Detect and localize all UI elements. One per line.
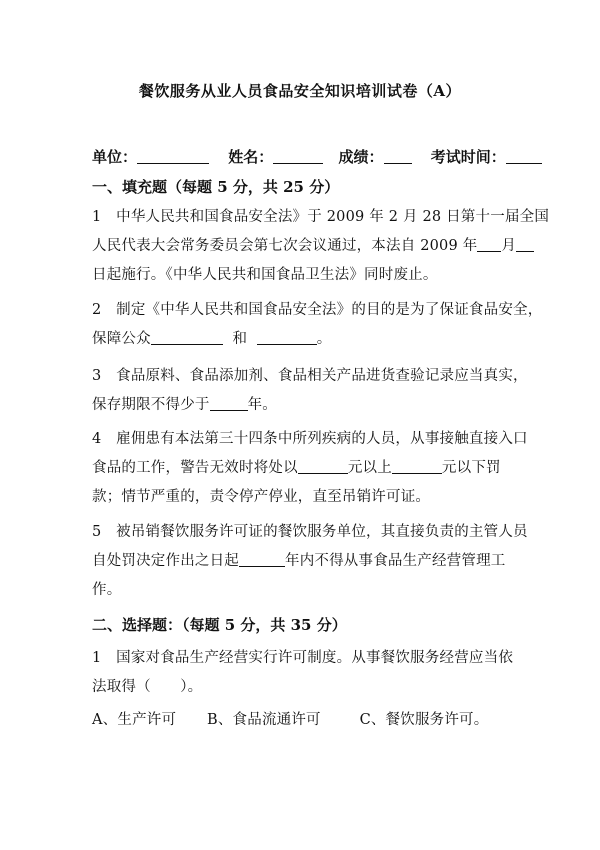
q4-line-1: 4 雇佣患有本法第三十四条中所列疾病的人员，从事接触直接入口 [92, 431, 528, 447]
q3-years-blank[interactable] [210, 396, 248, 411]
q2-and: 和 [232, 331, 248, 347]
q4-yuan-above: 元以上 [347, 460, 392, 476]
q2-end: 。 [316, 331, 332, 347]
q3-year-label: 年。 [247, 397, 278, 413]
c1-line-1: 1 国家对食品生产经营实行许可制度。从事餐饮服务经营应当依 [92, 650, 514, 666]
question-1-1 [92, 203, 550, 290]
q5-line-1: 5 被吊销餐饮服务许可证的餐饮服务单位，其直接负责的主管人员 [92, 524, 528, 540]
exam-info-line [92, 146, 532, 167]
c1-line-2: 法取得（ ）。 [92, 679, 203, 695]
q1-line-3: 日起施行。《中华人民共和国食品卫生法》同时废止。 [92, 267, 438, 283]
q2-blank-1[interactable] [151, 330, 223, 345]
q1-month-label: 月 [501, 238, 517, 254]
name-blank[interactable] [273, 149, 323, 164]
q1-month-blank[interactable] [477, 237, 501, 252]
q5-line-3: 作。 [92, 582, 122, 598]
unit-label: 单位： [92, 148, 138, 166]
time-label: 考试时间： [430, 148, 506, 166]
question-1-2 [92, 296, 543, 354]
q3-line-1: 3 食品原料、食品添加剂、食品相关产品进货查验记录应当真实， [92, 368, 528, 384]
name-label: 姓名： [228, 148, 274, 166]
q3-line-2-text: 保存期限不得少于 [92, 397, 210, 413]
question-1-5 [92, 518, 528, 605]
q5-line-2-rest: 年内不得从事食品生产经营管理工 [285, 553, 506, 569]
score-label: 成绩： [338, 148, 384, 166]
q4-line-3: 款；情节严重的，责令停产停业，直至吊销许可证。 [92, 489, 431, 505]
question-1-3 [92, 362, 528, 420]
time-blank[interactable] [506, 149, 542, 164]
q2-line-2-text: 保障公众 [92, 331, 151, 347]
q1-line-2-text: 人民代表大会常务委员会第七次会议通过，本法自 2009 年 [92, 238, 478, 254]
q4-line-2-text: 食品的工作，警告无效时将处以 [92, 460, 298, 476]
q5-line-2-text: 自处罚决定作出之日起 [92, 553, 239, 569]
q1-day-blank[interactable] [516, 237, 534, 252]
option-b[interactable]: B、食品流通许可 [206, 712, 321, 728]
page-title: 餐饮服务从业人员食品安全知识培训试卷（A） [138, 82, 462, 100]
section-fill-heading: 一、填充题（每题 5 分，共 25 分） [92, 178, 340, 196]
question-2-1 [92, 644, 522, 702]
option-c[interactable]: C、餐饮服务许可。 [359, 712, 489, 728]
option-a[interactable]: A、生产许可 [92, 712, 177, 728]
unit-blank[interactable] [137, 149, 209, 164]
c1-options [92, 706, 522, 735]
q2-blank-2[interactable] [257, 330, 317, 345]
score-blank[interactable] [384, 149, 412, 164]
q4-max-blank[interactable] [392, 459, 442, 474]
q2-line-1: 2 制定《中华人民共和国食品安全法》的目的是为了保证食品安全， [92, 302, 543, 318]
q1-line-1: 1 中华人民共和国食品安全法》于 2009 年 2 月 28 日第十一届全国 [92, 209, 550, 225]
section-choice-heading: 二、选择题：（每题 5 分，共 35 分） [92, 616, 347, 634]
q4-min-blank[interactable] [298, 459, 348, 474]
q4-yuan-below: 元以下罚 [441, 460, 501, 476]
q5-years-blank[interactable] [239, 552, 285, 567]
question-1-4 [92, 425, 528, 512]
